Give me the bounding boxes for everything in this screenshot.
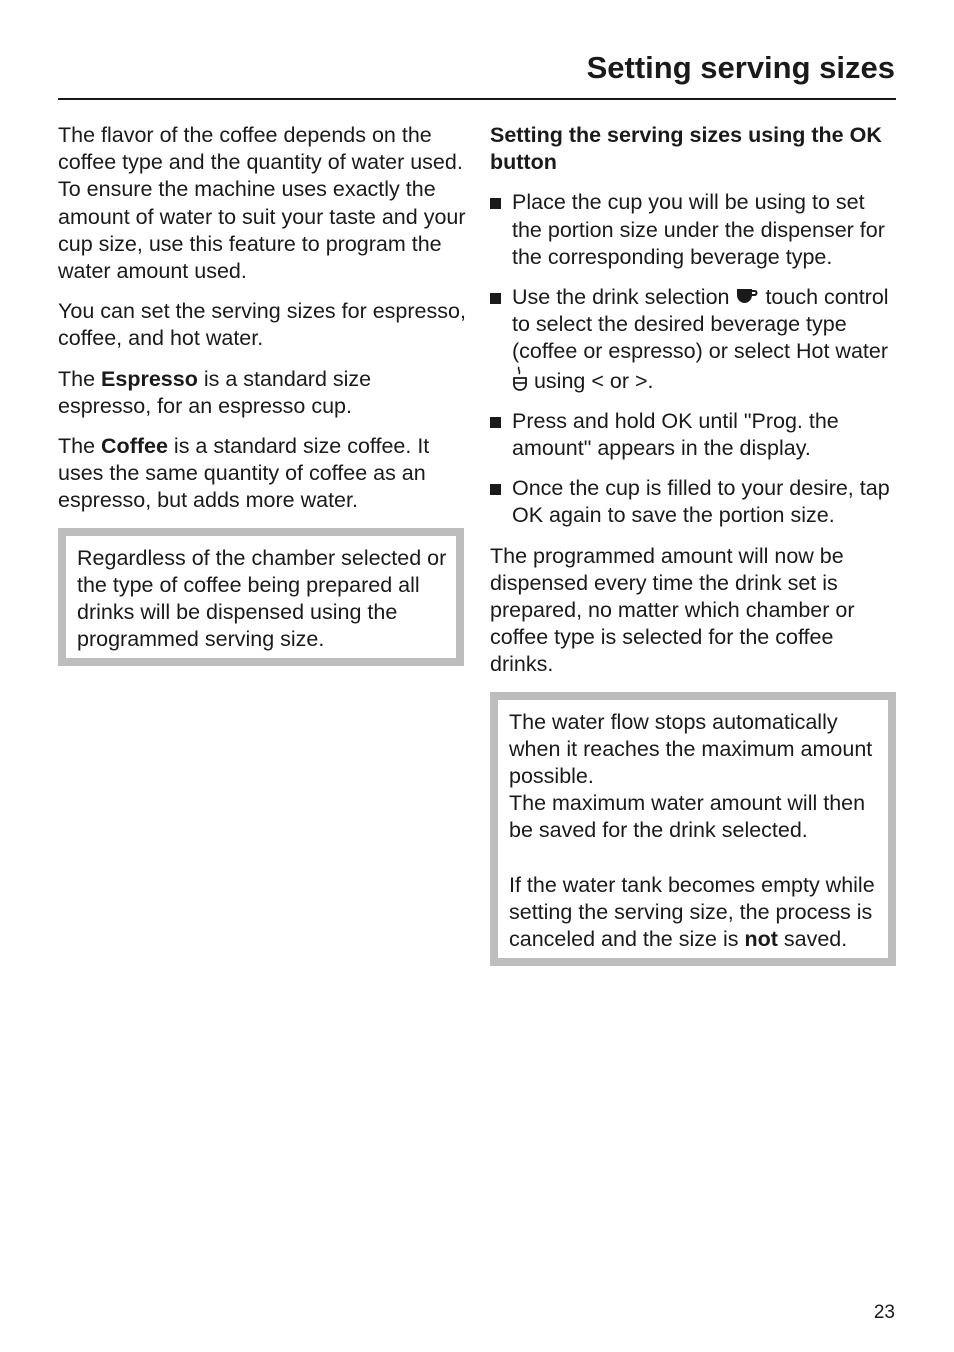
right-column xyxy=(490,122,898,966)
not-emphasis: not xyxy=(744,927,778,952)
note-text: Regardless of the chamber selected or the type of coffee being prepared all drinks will be dispensed using the programmed serving size. xyxy=(77,545,447,652)
coffee-paragraph: The Coffee is a standard size coffee. It uses the same quantity of coffee as an espresso, but adds more water. xyxy=(58,434,430,513)
list-item: Once the cup is filled to your desire, tap OK again to save the portion size. xyxy=(490,475,898,529)
section-subheading: Setting the serving sizes using the OK button xyxy=(490,123,882,175)
list-item: Place the cup you will be using to set the portion size under the dispenser for the corresponding beverage type. xyxy=(490,189,898,271)
square-bullet-icon xyxy=(490,198,501,209)
page-title: Setting serving sizes xyxy=(586,50,895,85)
list-item: Press and hold OK until "Prog. the amount" appears in the display. xyxy=(490,408,898,462)
steps-list xyxy=(490,189,898,529)
page-number: 23 xyxy=(873,1302,895,1323)
note-box-water-flow xyxy=(490,692,896,967)
note-box-chamber xyxy=(58,528,464,667)
serving-sizes-paragraph: You can set the serving sizes for espresso, coffee, and hot water. xyxy=(58,299,466,351)
espresso-paragraph: The Espresso is a standard size espresso, for an espresso cup. xyxy=(58,366,372,418)
cup-icon xyxy=(735,286,759,306)
header-rule xyxy=(58,98,896,100)
note-text: If the water tank becomes empty while setting the serving size, the process is canceled and the size is not saved. xyxy=(509,872,875,952)
hot-water-icon xyxy=(512,366,528,392)
left-column xyxy=(58,122,466,666)
square-bullet-icon xyxy=(490,293,501,304)
square-bullet-icon xyxy=(490,484,501,495)
intro-paragraph: The flavor of the coffee depends on the coffee type and the quantity of water used. To ensure the machine uses exactly the amount of water to suit your taste and your cup size, use this feature to program the water amount used. xyxy=(58,123,466,284)
espresso-term: Espresso xyxy=(101,366,198,391)
note-text: The water flow stops automatically when it reaches the maximum amount possible. xyxy=(509,709,873,789)
square-bullet-icon xyxy=(490,417,501,428)
coffee-term: Coffee xyxy=(101,434,168,459)
list-item: Use the drink selection touch control to select the desired beverage type (coffee or espresso) or select Hot water using < or >. xyxy=(490,284,898,395)
programmed-amount-paragraph: The programmed amount will now be dispensed every time the drink set is prepared, no matter which chamber or coffee type is selected for the coffee drinks. xyxy=(490,543,855,677)
note-text: The maximum water amount will then be saved for the drink selected. xyxy=(509,791,866,843)
